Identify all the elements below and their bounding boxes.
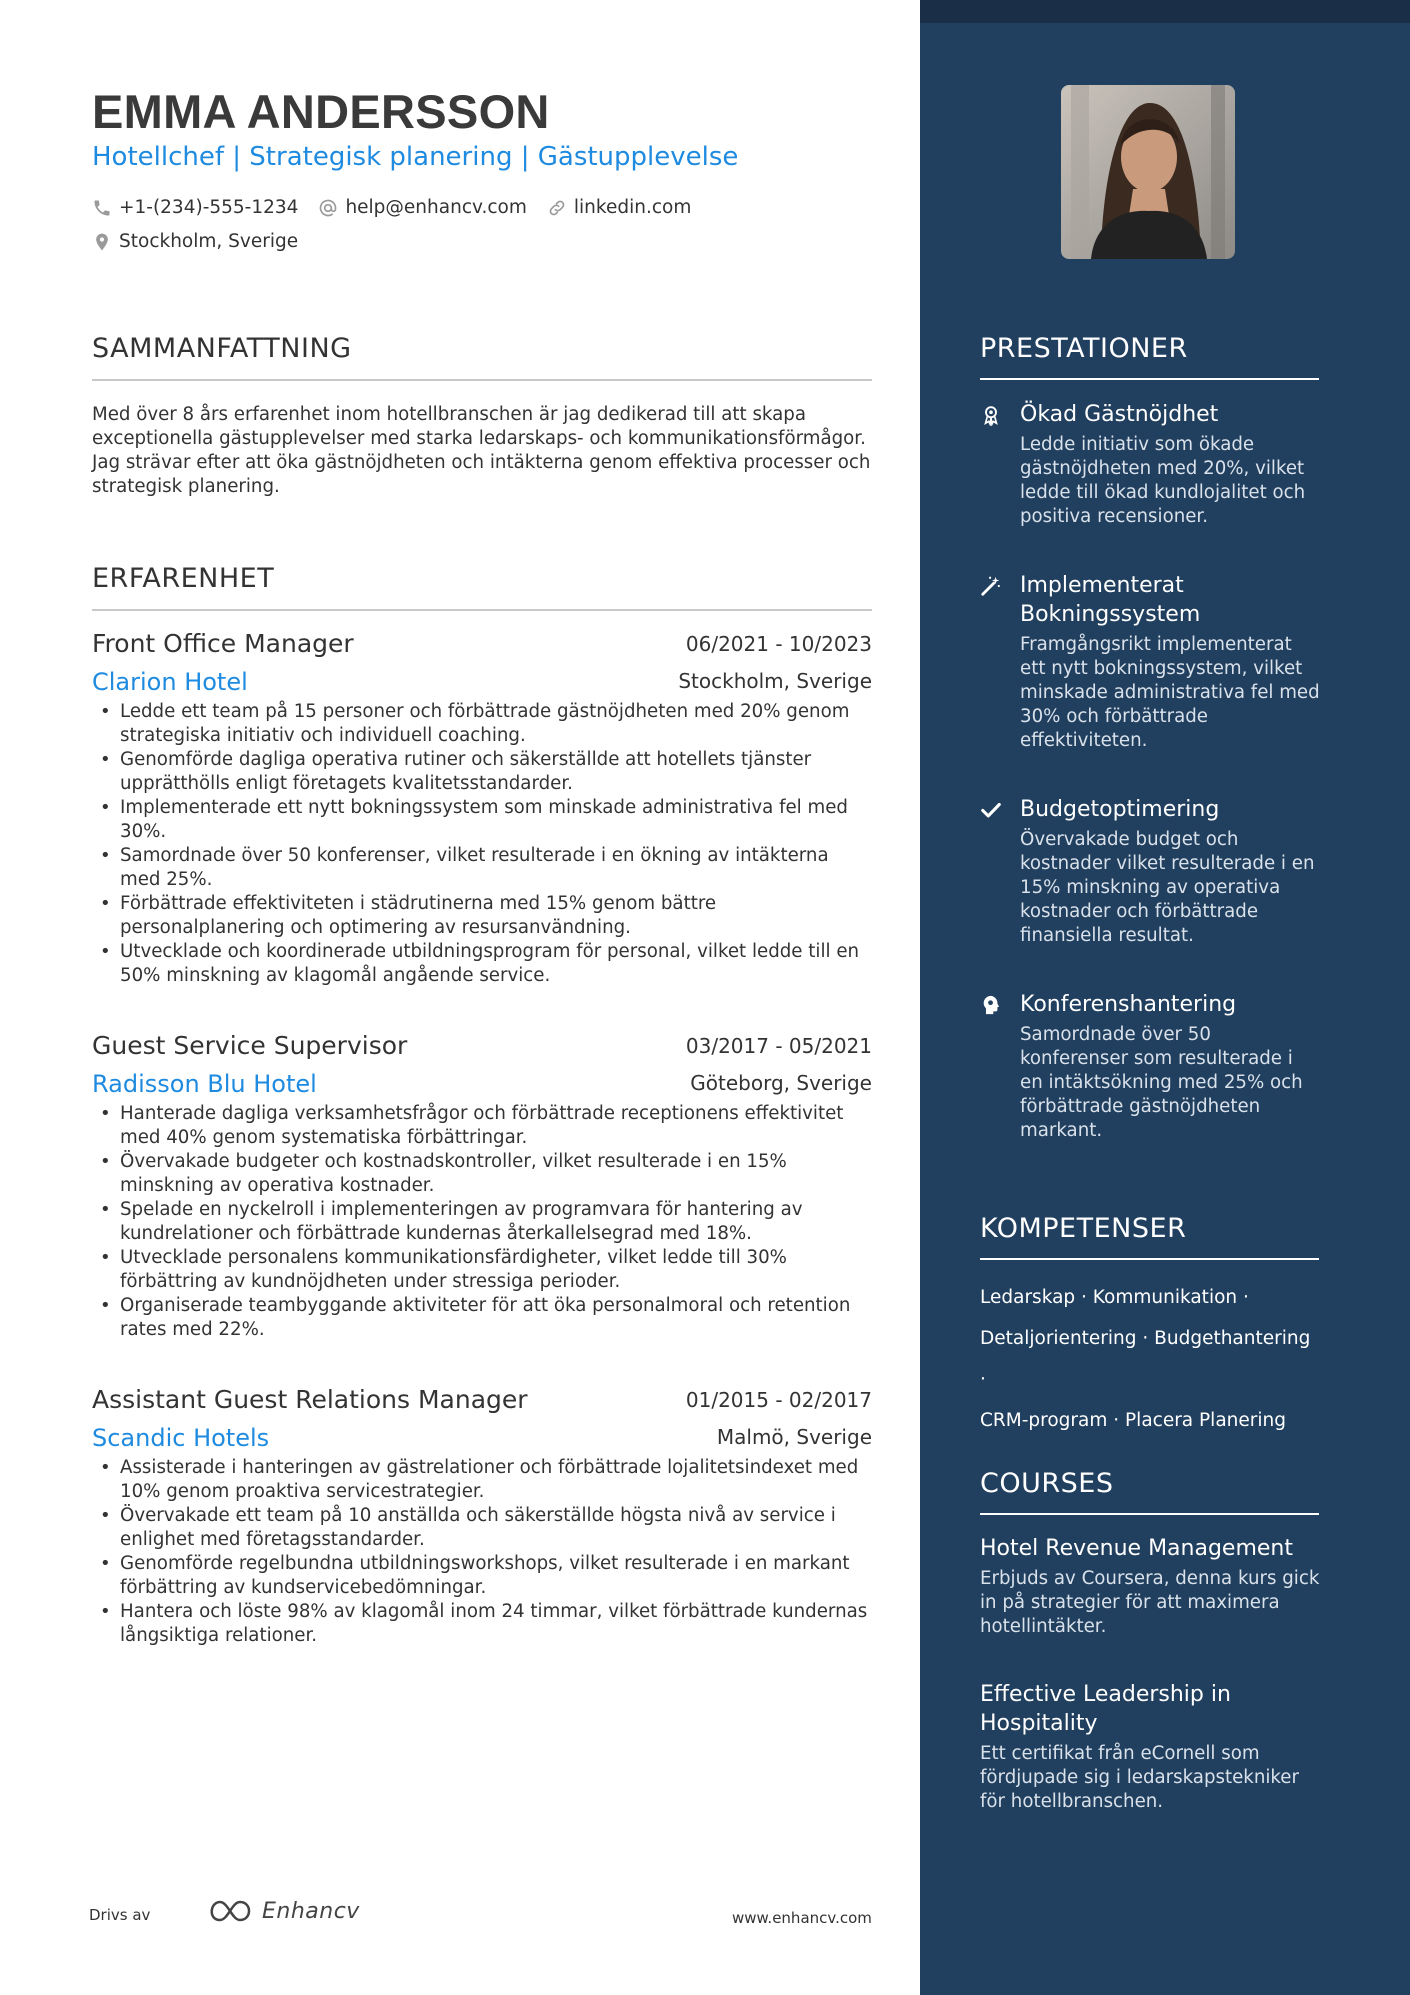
- achievement-title: Konferenshantering: [1020, 992, 1237, 1017]
- skills-divider: [980, 1258, 1319, 1260]
- job-entry: [92, 629, 872, 988]
- achievements-divider: [980, 378, 1319, 380]
- job-entry: [92, 1031, 872, 1342]
- job-dates: 06/2021 - 10/2023: [685, 632, 872, 656]
- job-bullet: • Övervakade budgeter och kostnadskontroller, vilket resulterade i en 15% minskning av operativa kostnader.: [92, 1150, 872, 1198]
- course-title: Effective Leadership in Hospitality: [980, 1682, 1231, 1736]
- contact-phone[interactable]: [92, 197, 298, 218]
- checkmark-icon: [980, 799, 1002, 821]
- job-bullet: • Hantera och löste 98% av klagomål inom 24 timmar, vilket förbättrade kundernas långsiktiga relationer.: [92, 1600, 872, 1648]
- award-icon: [980, 404, 1002, 426]
- sidebar-top-bar: [920, 0, 1410, 23]
- achievement-desc: Ledde initiativ som ökade gästnöjdheten med 20%, vilket ledde till ökad kundlojalitet och positiva recensioner.: [1020, 434, 1306, 527]
- achievement-desc: Övervakade budget och kostnader vilket resulterade i en 15% minskning av operativa kostnader och förbättrade finansiella resultat.: [1020, 829, 1315, 946]
- job-bullets: [92, 1456, 872, 1648]
- skills-heading: KOMPETENSER: [980, 1213, 1187, 1244]
- job-bullet: • Assisterade i hanteringen av gästrelationer och förbättrade lojalitetsindexet med 10% genom proaktiva servicestrategier.: [92, 1456, 872, 1504]
- achievement-title: Ökad Gästnöjdhet: [1020, 402, 1219, 427]
- job-company: Clarion Hotel: [92, 668, 248, 696]
- job-bullet: • Genomförde regelbundna utbildningsworkshops, vilket resulterade i en markant förbättring av kundservicebedömningar.: [92, 1552, 872, 1600]
- contact-row: [92, 197, 691, 218]
- experience-heading: ERFARENHET: [92, 563, 275, 594]
- job-bullet: • Hanterade dagliga verksamhetsfrågor och förbättrade receptionens effektivitet med 40% genom systematiska förbättringar.: [92, 1102, 872, 1150]
- job-title: Front Office Manager: [92, 629, 354, 658]
- job-bullet: • Utvecklade personalens kommunikationsfärdigheter, vilket ledde till 30% förbättring av kundnöjdheten under stressiga perioder.: [92, 1246, 872, 1294]
- achievement-desc: Framgångsrikt implementerat ett nytt bokningssystem, vilket minskade administrativa fel med 30% och förbättrade effektiviteten.: [1020, 634, 1320, 751]
- contact-email[interactable]: [318, 197, 526, 218]
- course-item: [980, 1680, 1320, 1814]
- achievement-item: [980, 990, 1320, 1143]
- summary-heading: SAMMANFATTNING: [92, 333, 352, 364]
- job-bullet: • Genomförde dagliga operativa rutiner och säkerställde att hotellets tjänster upprätthölls enligt företagets kvalitetsstandarder.: [92, 748, 872, 796]
- enhancv-logo-icon: [206, 1898, 254, 1924]
- candidate-name: EMMA ANDERSSON: [92, 85, 550, 138]
- magic-wand-icon: [980, 575, 1002, 597]
- achievement-item: [980, 400, 1320, 529]
- job-title: Guest Service Supervisor: [92, 1031, 408, 1060]
- job-bullet: • Förbättrade effektiviteten i städrutinerna med 15% genom bättre personalplanering och optimering av resursanvändning.: [92, 892, 872, 940]
- link-icon: [547, 198, 567, 218]
- footer-url[interactable]: www.enhancv.com: [732, 1909, 872, 1927]
- course-desc: Erbjuds av Coursera, denna kurs gick in på strategier för att maximera hotellintäkter.: [980, 1568, 1320, 1637]
- summary-text: Med över 8 års erfarenhet inom hotellbranschen är jag dedikerad till att skapa exceptionella gästupplevelser med starka ledarskaps- och kommunikationsförmågor. Jag strävar efter att öka gästnöjdheten och intäkterna genom effektiva processer och strategisk planering.: [92, 404, 871, 497]
- head-idea-icon: [980, 994, 1002, 1016]
- email-text: help@enhancv.com: [345, 197, 527, 218]
- summary-divider: [92, 379, 872, 381]
- achievements-heading: PRESTATIONER: [980, 333, 1188, 364]
- course-title: Hotel Revenue Management: [980, 1536, 1293, 1561]
- achievement-title: Budgetoptimering: [1020, 797, 1220, 822]
- job-bullet: • Utvecklade och koordinerade utbildningsprogram för personal, vilket ledde till en 50% minskning av klagomål angående service.: [92, 940, 872, 988]
- contact-location: [92, 231, 298, 252]
- contact-linkedin[interactable]: [547, 197, 691, 218]
- job-dates: 03/2017 - 05/2021: [685, 1034, 872, 1058]
- skills-line: CRM-program · Placera Planering: [980, 1410, 1286, 1431]
- courses-divider: [980, 1513, 1319, 1515]
- courses-heading: COURSES: [980, 1468, 1114, 1499]
- phone-icon: [92, 198, 112, 218]
- linkedin-text: linkedin.com: [573, 197, 692, 218]
- experience-divider: [92, 609, 872, 611]
- job-bullet: • Spelade en nyckelroll i implementeringen av programvara för hantering av kundrelationer och förbättrade kundernas återkallelsegrad med 18%.: [92, 1198, 872, 1246]
- job-bullets: [92, 1102, 872, 1342]
- job-entry: [92, 1385, 872, 1648]
- skills-line: Detaljorientering · Budgethantering ·: [980, 1328, 1311, 1390]
- job-company: Radisson Blu Hotel: [92, 1070, 317, 1098]
- job-bullet: • Ledde ett team på 15 personer och förbättrade gästnöjdheten med 20% genom strategiska initiativ och individuell coaching.: [92, 700, 872, 748]
- job-company: Scandic Hotels: [92, 1424, 270, 1452]
- at-icon: [318, 198, 338, 218]
- skills-list: [980, 1277, 1320, 1441]
- job-bullet: • Organiserade teambyggande aktiviteter för att öka personalmoral och retention rates med 22%.: [92, 1294, 872, 1342]
- location-text: Stockholm, Sverige: [119, 231, 299, 252]
- enhancv-logo-text: Enhancv: [262, 1898, 360, 1924]
- job-bullets: [92, 700, 872, 988]
- profile-photo: [1061, 85, 1235, 259]
- contact-row-location: [92, 231, 298, 252]
- achievement-desc: Samordnade över 50 konferenser som resulterade i en intäktsökning med 25% och förbättrade gästnöjdheten markant.: [1020, 1024, 1303, 1141]
- job-location: Göteborg, Sverige: [690, 1071, 872, 1095]
- job-location: Malmö, Sverige: [716, 1425, 872, 1449]
- job-location: Stockholm, Sverige: [678, 669, 872, 693]
- enhancv-logo[interactable]: [206, 1898, 360, 1924]
- achievement-title: Implementerat Bokningssystem: [1020, 573, 1201, 627]
- phone-text: +1-(234)-555-1234: [119, 197, 299, 218]
- job-bullet: • Övervakade ett team på 10 anställda och säkerställde högsta nivå av service i enlighet med företagsstandarder.: [92, 1504, 872, 1552]
- achievement-item: [980, 795, 1320, 948]
- job-bullet: • Samordnade över 50 konferenser, vilket resulterade i en ökning av intäkterna med 25%.: [92, 844, 872, 892]
- achievement-item: [980, 571, 1320, 753]
- footer-powered-by: Drivs av: [89, 1906, 151, 1924]
- course-desc: Ett certifikat från eCornell som fördjupade sig i ledarskapstekniker för hotellbranschen.: [980, 1743, 1299, 1812]
- job-bullet: • Implementerade ett nytt bokningssystem som minskade administrativa fel med 30%.: [92, 796, 872, 844]
- skills-line: Ledarskap · Kommunikation ·: [980, 1287, 1249, 1308]
- candidate-headline: Hotellchef | Strategisk planering | Gästupplevelse: [92, 142, 739, 172]
- location-pin-icon: [92, 232, 112, 252]
- job-dates: 01/2015 - 02/2017: [685, 1388, 872, 1412]
- job-title: Assistant Guest Relations Manager: [92, 1385, 528, 1414]
- course-item: [980, 1534, 1320, 1639]
